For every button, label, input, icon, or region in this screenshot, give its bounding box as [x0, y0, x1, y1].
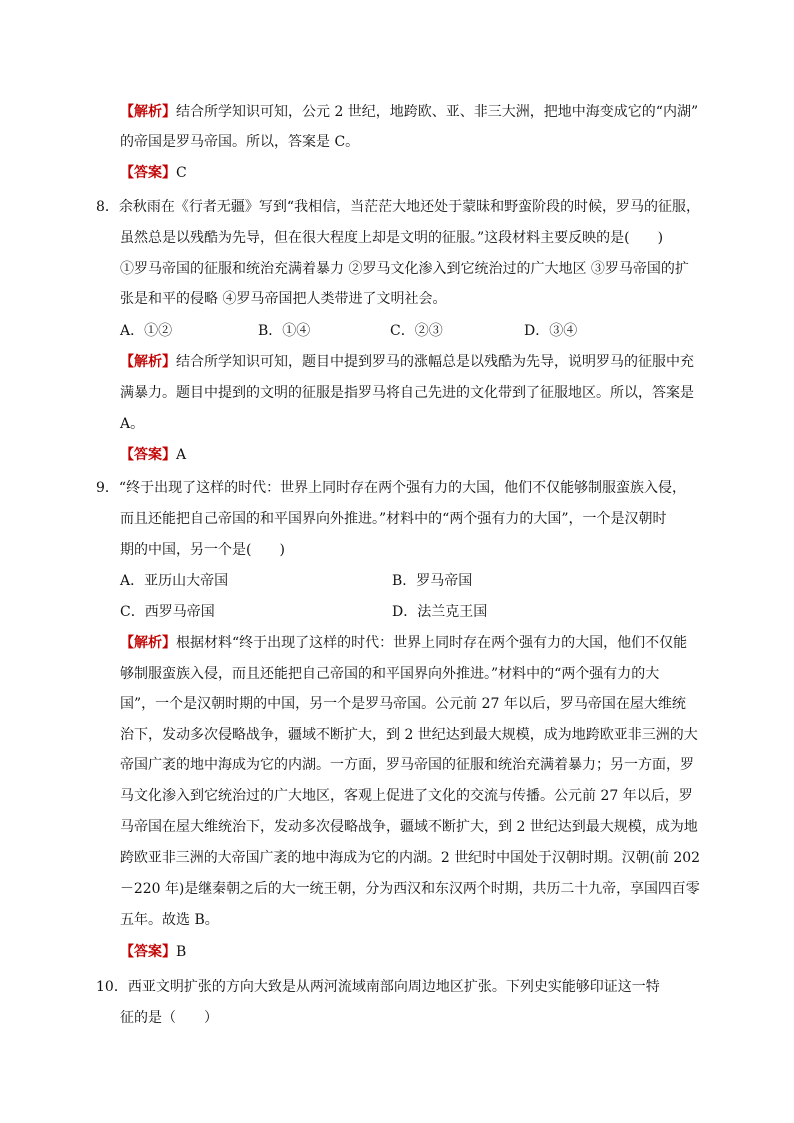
q7-answer [120, 163, 187, 183]
q9-stem-line-1: 9．“终于出现了这样的时代：世界上同时存在两个强有力的大国，他们不仅能够制服蛮族入侵， [96, 480, 687, 496]
q9-stem-line-3: 期的中国，另一个是( ) [120, 542, 285, 558]
analysis-tag: 【解析】 [120, 104, 176, 120]
q9-option-a: A．亚历山大帝国 [120, 573, 229, 589]
q9-answer [120, 942, 186, 962]
answer-tag: 【答案】 [120, 447, 176, 463]
q9-analysis-line-10: 五年。故选 B。 [120, 912, 219, 928]
q9-analysis-line-5: 帝国广袤的地中海成为它的内湖。一方面，罗马帝国的征服和统治充满着暴力；另一方面，罗 [120, 757, 694, 773]
q10-stem-line-1: 10．西亚文明扩张的方向大致是从两河流域南部向周边地区扩张。下列史实能够印证这一特 [96, 979, 660, 995]
q9-option-d: D．法兰克王国 [392, 604, 488, 620]
analysis-text: 根据材料“终于出现了这样的时代：世界上同时存在两个强有力的大国，他们不仅能 [176, 635, 688, 651]
q8-stem-line-2: 虽然总是以残酷为先导，但在很大程度上却是文明的征服。”这段材料主要反映的是( ) [120, 230, 664, 246]
q8-option-d: D．③④ [524, 323, 578, 339]
q9-analysis-line-3: 国”，一个是汉朝时期的中国，另一个是罗马帝国。公元前 27 年以后，罗马帝国在屋大维统 [120, 696, 686, 712]
q8-analysis-line-2: 满暴力。题目中提到的文明的征服是指罗马将自己先进的文化带到了征服地区。所以，答案是 [120, 385, 694, 401]
answer-value: C [176, 165, 187, 181]
q8-option-c: C．②③ [390, 323, 443, 339]
q9-analysis-line-6: 马文化渗入到它统治过的广大地区，客观上促进了文化的交流与传播。公元前 27 年以后，罗 [120, 788, 693, 804]
answer-value: B [176, 944, 187, 960]
q9-analysis-line-7: 马帝国在屋大维统治下，发动多次侵略战争，疆域不断扩大，到 2 世纪达到最大规模，成为地 [120, 819, 698, 835]
q9-analysis-line-9: －220 年)是继秦朝之后的大一统王朝，分为西汉和东汉两个时期，共历二十九帝，享国四百零 [120, 881, 700, 897]
q8-option-b: B．①④ [258, 323, 311, 339]
analysis-text: 结合所学知识可知，题目中提到罗马的涨幅总是以残酷为先导，说明罗马的征服中充 [176, 354, 694, 370]
q7-analysis-line-1 [120, 102, 698, 122]
q9-stem-line-2: 而且还能把自己帝国的和平国界向外推进。”材料中的“两个强有力的大国”，一个是汉朝时 [120, 511, 667, 527]
q8-stem-line-3: ①罗马帝国的征服和统治充满着暴力 ②罗马文化渗入到它统治过的广大地区 ③罗马帝国的扩 [120, 261, 689, 277]
q9-option-c: C．西罗马帝国 [120, 604, 215, 620]
q9-analysis-line-8: 跨欧亚非三洲的大帝国广袤的地中海成为它的内湖。2 世纪时中国处于汉朝时期。汉朝(前 202 [120, 850, 701, 866]
analysis-text: 结合所学知识可知，公元 2 世纪，地跨欧、亚、非三大洲，把地中海变成它的“内湖” [176, 104, 699, 120]
q8-answer [120, 445, 186, 465]
q8-option-a: A．①② [120, 323, 173, 339]
q8-stem-line-4: 张是和平的侵略 ④罗马帝国把人类带进了文明社会。 [120, 291, 447, 307]
analysis-tag: 【解析】 [120, 354, 176, 370]
q9-analysis-line-1 [120, 633, 687, 653]
q8-stem-line-1: 8．余秋雨在《行者无疆》写到“我相信，当茫茫大地还处于蒙昧和野蛮阶段的时候，罗马的征服， [96, 199, 701, 215]
q9-option-b: B．罗马帝国 [392, 573, 473, 589]
q9-analysis-line-4: 治下，发动多次侵略战争，疆域不断扩大，到 2 世纪达到最大规模，成为地跨欧亚非三洲的大 [120, 727, 698, 743]
answer-tag: 【答案】 [120, 944, 176, 960]
answer-value: A [176, 447, 187, 463]
q8-analysis-line-1 [120, 352, 694, 372]
q8-analysis-line-3: A。 [120, 416, 145, 432]
q10-stem-line-2: 征的是（ ） [120, 1010, 218, 1026]
answer-tag: 【答案】 [120, 165, 176, 181]
q9-analysis-line-2: 够制服蛮族入侵，而且还能把自己帝国的和平国界向外推进。”材料中的“两个强有力的大 [120, 666, 660, 682]
q7-analysis-line-2: 的帝国是罗马帝国。所以，答案是 C。 [120, 134, 360, 150]
analysis-tag: 【解析】 [120, 635, 176, 651]
